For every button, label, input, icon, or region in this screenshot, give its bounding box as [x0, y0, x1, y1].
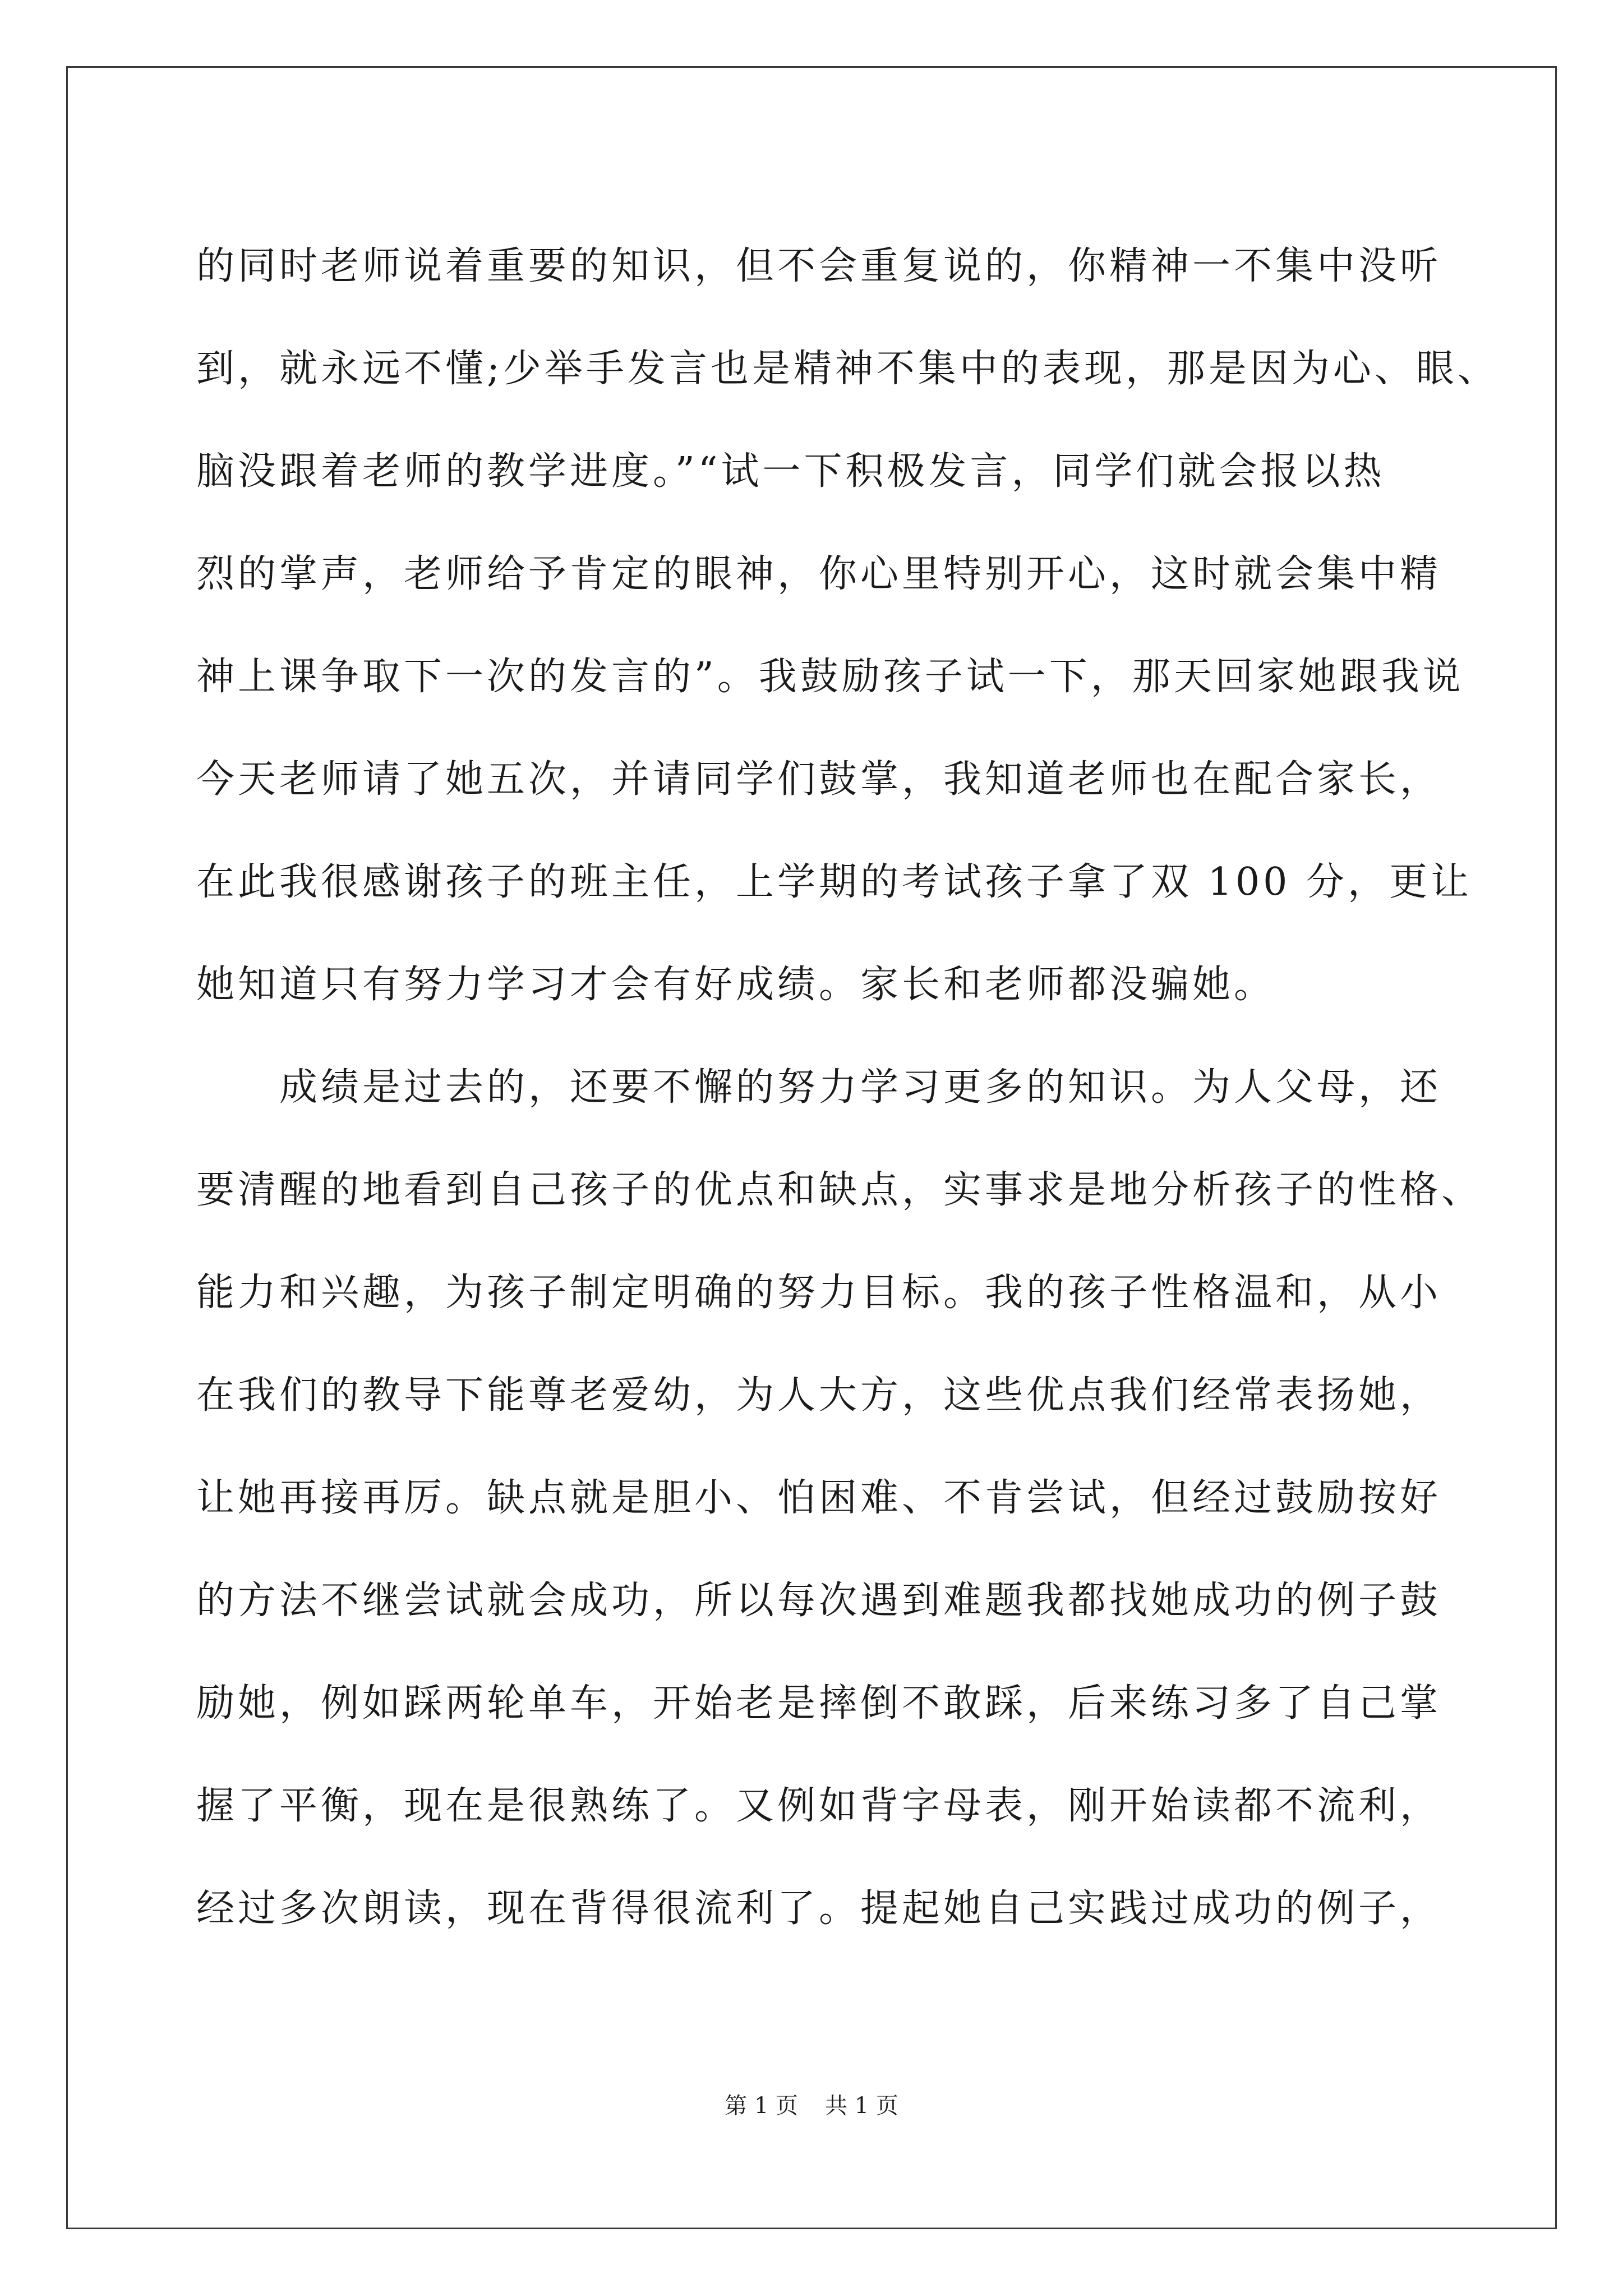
text-line: 经过多次朗读，现在背得很流利了。提起她自己实践过成功的例子，: [196, 1887, 1442, 1931]
text-line: 神上课争取下一次的发言的”。我鼓励孩子试一下，那天回家她跟我说: [196, 655, 1464, 699]
text-line: 到，就永远不懂;少举手发言也是精神不集中的表现，那是因为心、眼、: [196, 347, 1499, 391]
text-line: 在此我很感谢孩子的班主任，上学期的考试孩子拿了双 100 分，更让: [196, 860, 1473, 904]
page-total: 共 1 页: [825, 2093, 898, 2119]
page-number: 第 1 页: [725, 2093, 798, 2119]
page-footer: [0, 2088, 1623, 2120]
text-line: 励她，例如踩两轮单车，开始老是摔倒不敢踩，后来练习多了自己掌: [196, 1681, 1442, 1726]
text-line: 让她再接再厉。缺点就是胆小、怕困难、不肯尝试，但经过鼓励按好: [196, 1476, 1442, 1520]
text-line: 今天老师请了她五次，并请同学们鼓掌，我知道老师也在配合家长，: [196, 757, 1442, 802]
text-line: 要清醒的地看到自己孩子的优点和缺点，实事求是地分析孩子的性格、: [196, 1168, 1483, 1212]
paragraph-first-line: 成绩是过去的，还要不懈的努力学习更多的知识。为人父母，还: [279, 1065, 1442, 1110]
text-line: 能力和兴趣，为孩子制定明确的努力目标。我的孩子性格温和，从小: [196, 1271, 1442, 1315]
text-line: 的方法不继尝试就会成功，所以每次遇到难题我都找她成功的例子鼓: [196, 1579, 1442, 1623]
text-line: 烈的掌声，老师给予肯定的眼神，你心里特别开心，这时就会集中精: [196, 552, 1442, 596]
document-body: [196, 215, 1499, 1960]
text-line: 握了平衡，现在是很熟练了。又例如背字母表，刚开始读都不流利，: [196, 1784, 1442, 1828]
text-line: 脑没跟着老师的教学进度。”“试一下积极发言，同学们就会报以热: [196, 449, 1385, 494]
text-line: 的同时老师说着重要的知识，但不会重复说的，你精神一不集中没听: [196, 244, 1442, 288]
text-line: 她知道只有努力学习才会有好成绩。家长和老师都没骗她。: [196, 963, 1276, 1007]
text-line: 在我们的教导下能尊老爱幼，为人大方，这些优点我们经常表扬她，: [196, 1373, 1442, 1418]
